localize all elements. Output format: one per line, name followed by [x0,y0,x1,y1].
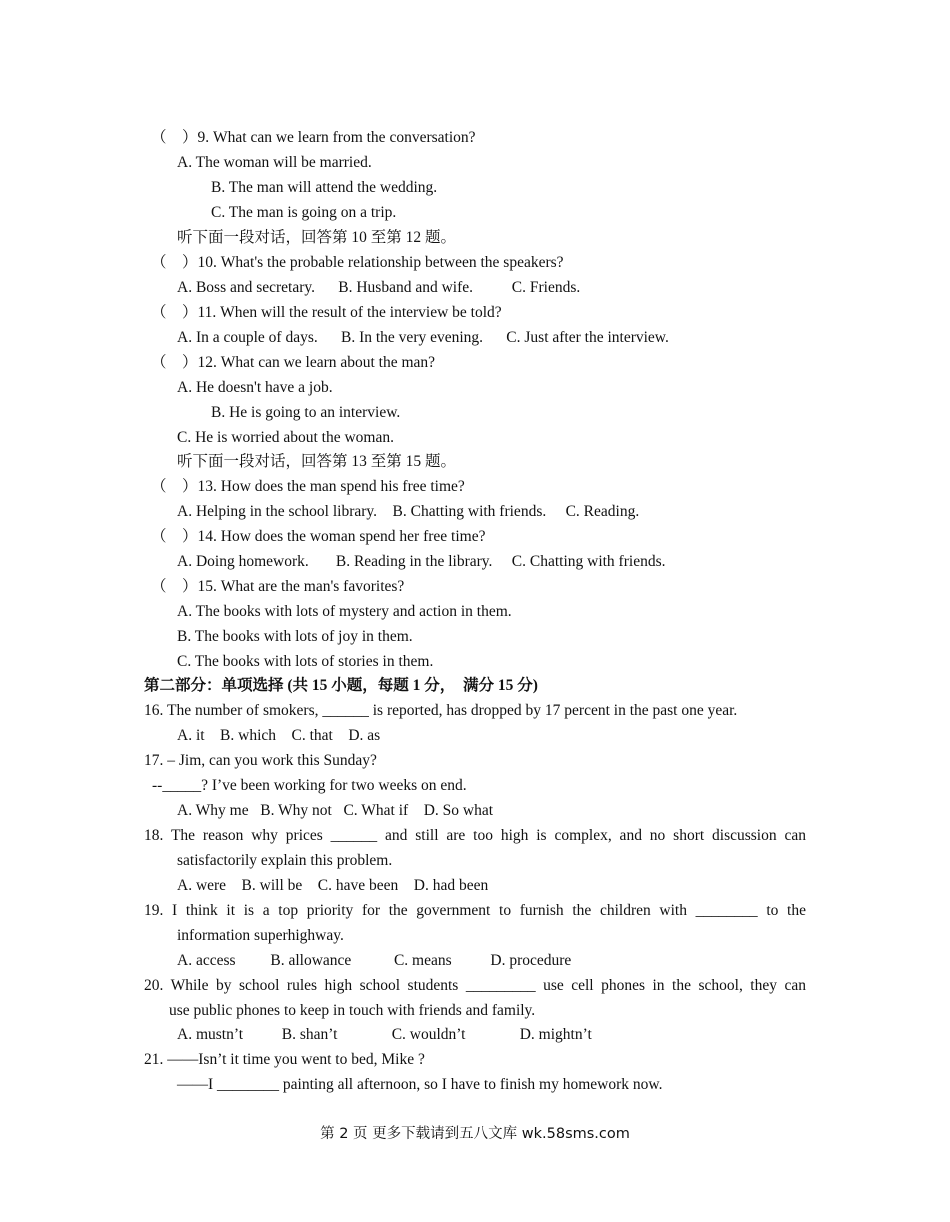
page-footer: 第 2 页 更多下载请到五八文库 wk.58sms.com [320,1126,630,1142]
options-14: A. Doing homework. B. Reading in the library. C. Chatting with friends. [177,553,666,570]
section-note-13-15: 听下面一段对话，回答第 13 至第 15 题。 [177,453,457,470]
options-13: A. Helping in the school library. B. Chatting with friends. C. Reading. [177,503,640,520]
question-11: （ ）11. When will the result of the interview be told? [151,304,502,321]
question-19-cont: information superhighway. [177,927,344,944]
question-21: 21. ——Isn’t it time you went to bed, Mike ? [144,1051,425,1068]
options-18: A. were B. will be C. have been D. had been [177,877,489,894]
question-16: 16. The number of smokers, ______ is reported, has dropped by 17 percent in the past one year. [144,702,738,719]
question-15: （ ）15. What are the man's favorites? [151,578,405,595]
question-19: 19. I think it is a top priority for the government to furnish the children with ________ to the [144,902,806,919]
options-16: A. it B. which C. that D. as [177,727,381,744]
question-17-reply: --_____? I’ve been working for two weeks on end. [152,777,467,794]
options-10: A. Boss and secretary. B. Husband and wife. C. Friends. [177,279,581,296]
question-10: （ ）10. What's the probable relationship between the speakers? [151,254,564,271]
question-18: 18. The reason why prices ______ and still are too high is complex, and no short discussion can [144,827,806,844]
question-17: 17. – Jim, can you work this Sunday? [144,752,377,769]
question-14: （ ）14. How does the woman spend her free time? [151,528,486,545]
question-13: （ ）13. How does the man spend his free time? [151,478,465,495]
question-12: （ ）12. What can we learn about the man? [151,354,436,371]
question-21-reply: ——I ________ painting all afternoon, so I have to finish my homework now. [177,1076,663,1093]
options-11: A. In a couple of days. B. In the very evening. C. Just after the interview. [177,329,669,346]
question-20: 20. While by school rules high school students _________ use cell phones in the school, they can [144,977,806,994]
option-9b: B. The man will attend the wedding. [211,179,438,196]
section-heading-part2: 第二部分：单项选择 (共 15 小题，每题 1 分， 满分 15 分) [144,677,538,694]
option-12a: A. He doesn't have a job. [177,379,333,396]
option-15c: C. The books with lots of stories in them. [177,653,434,670]
option-9c: C. The man is going on a trip. [211,204,397,221]
option-15b: B. The books with lots of joy in them. [177,628,413,645]
question-20-cont: use public phones to keep in touch with friends and family. [169,1002,536,1019]
section-note-10-12: 听下面一段对话，回答第 10 至第 12 题。 [177,229,457,246]
question-18-cont: satisfactorily explain this problem. [177,852,393,869]
options-19: A. access B. allowance C. means D. procedure [177,952,572,969]
option-15a: A. The books with lots of mystery and action in them. [177,603,512,620]
option-9a: A. The woman will be married. [177,154,372,171]
option-12c: C. He is worried about the woman. [177,429,394,446]
options-20: A. mustn’t B. shan’t C. wouldn’t D. mightn’t [177,1026,592,1043]
option-12b: B. He is going to an interview. [211,404,401,421]
question-9: （ ）9. What can we learn from the conversation? [151,129,476,146]
options-17: A. Why me B. Why not C. What if D. So what [177,802,494,819]
